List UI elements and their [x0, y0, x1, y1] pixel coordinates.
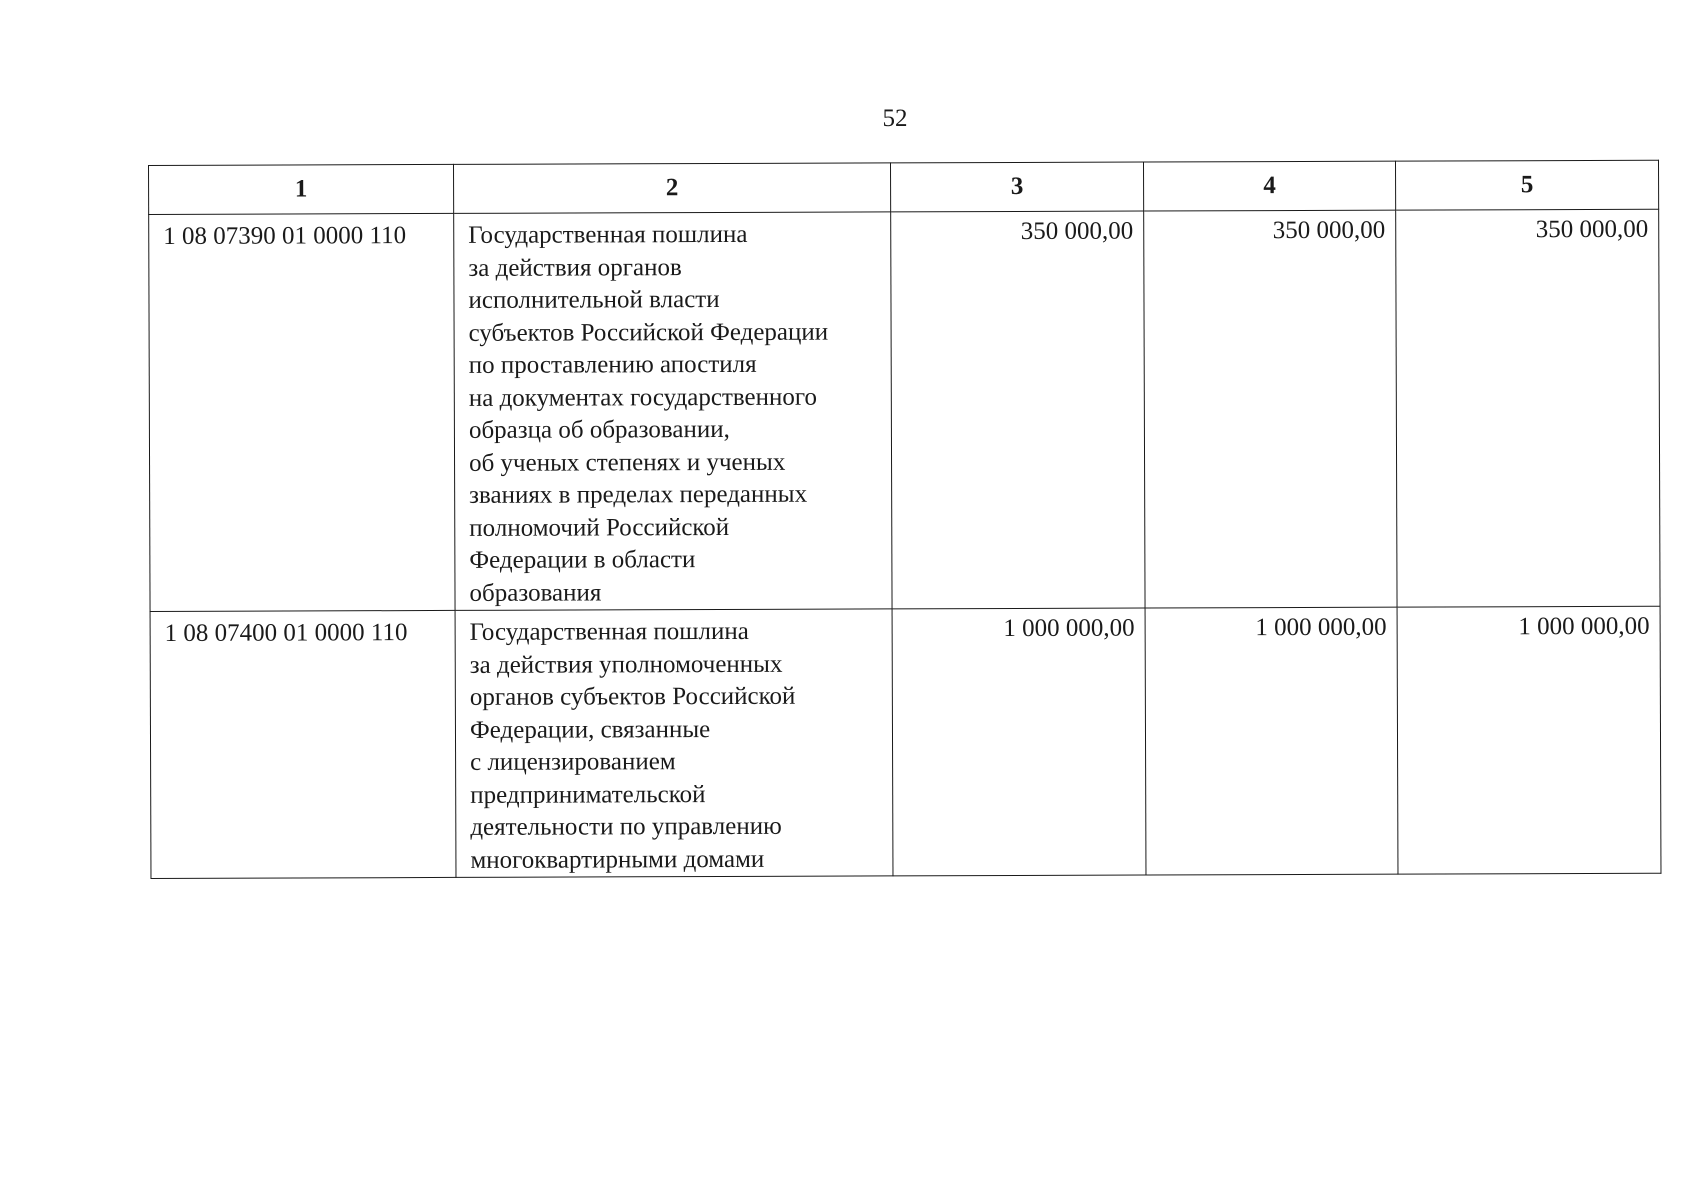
- page-number: 52: [882, 105, 908, 132]
- amount-cell-col3: 350 000,00: [891, 211, 1145, 609]
- description-line: на документах государственного: [468, 383, 818, 412]
- description-line: деятельности по управлению: [470, 812, 782, 841]
- budget-table: [148, 160, 1661, 879]
- amount-cell-col3: 1 000 000,00: [892, 608, 1146, 876]
- description-line: Федерации, связанные: [469, 715, 711, 744]
- table-row: [150, 606, 1661, 878]
- description-line: Государственная пошлина: [468, 220, 748, 249]
- column-header: 4: [1143, 161, 1395, 211]
- description-line: образца об образовании,: [468, 415, 730, 444]
- amount-cell-col4: 350 000,00: [1144, 210, 1397, 608]
- amount-cell-col5: 350 000,00: [1396, 209, 1660, 607]
- description-line: субъектов Российской Федерации: [468, 318, 829, 347]
- table-row: [149, 209, 1660, 611]
- description-cell: [454, 212, 892, 611]
- description-line: по проставлению апостиля: [468, 350, 757, 379]
- amount-cell-col5: 1 000 000,00: [1397, 606, 1661, 874]
- description-line: многоквартирными домами: [470, 845, 765, 874]
- budget-code-cell: 1 08 07400 01 0000 110: [150, 610, 456, 878]
- column-header: 5: [1395, 160, 1658, 210]
- description-line: полномочий Российской: [469, 513, 730, 542]
- description-line: Федерации в области: [469, 546, 696, 574]
- description-line: с лицензированием: [470, 748, 676, 776]
- description-line: Государственная пошлина: [469, 617, 749, 646]
- description-line: органов субъектов Российской: [469, 682, 796, 711]
- budget-code-cell: 1 08 07390 01 0000 110: [149, 213, 455, 611]
- description-line: об ученых степенях и ученых: [468, 448, 786, 477]
- table-header-row: [149, 160, 1659, 214]
- description-line: званиях в пределах переданных: [469, 480, 808, 509]
- description-line: образования: [469, 578, 602, 607]
- column-header: 3: [890, 162, 1143, 212]
- description-line: исполнительной власти: [468, 286, 720, 314]
- amount-cell-col4: 1 000 000,00: [1145, 607, 1398, 875]
- column-header: 1: [149, 164, 454, 214]
- description-line: за действия уполномоченных: [469, 650, 783, 679]
- description-line: за действия органов: [468, 253, 682, 282]
- column-header: 2: [453, 163, 890, 214]
- description-line: предпринимательской: [470, 780, 706, 809]
- description-cell: [455, 609, 893, 878]
